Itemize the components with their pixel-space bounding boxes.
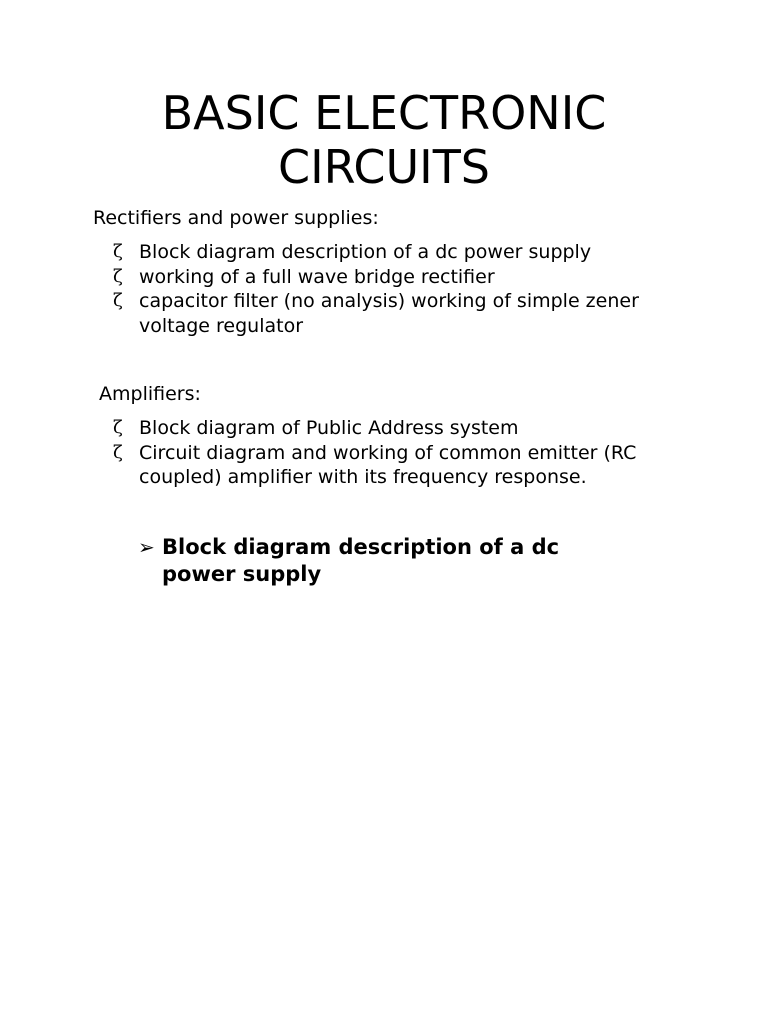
title-line-1: BASIC ELECTRONIC: [161, 86, 607, 140]
section-heading-amplifiers: Amplifiers:: [99, 383, 201, 405]
bullet-icon: ζ: [113, 417, 123, 438]
list-item: [113, 265, 679, 290]
section-heading-rectifiers: Rectifiers and power supplies:: [93, 207, 379, 229]
list-item-text: Block diagram description of a dc power supply: [139, 241, 592, 263]
amplifiers-list: [113, 416, 679, 490]
list-item-text: Circuit diagram and working of common emitter (RC coupled) amplifier with its frequency response.: [139, 441, 637, 488]
list-item-text: working of a full wave bridge rectifier: [139, 265, 495, 288]
bullet-icon: ζ: [113, 241, 123, 262]
subheading-power-supply: [140, 534, 620, 588]
list-item-text: capacitor filter (no analysis) working of simple zener voltage regulator: [139, 290, 639, 337]
title-line-2: CIRCUITS: [277, 140, 490, 194]
bullet-icon: ζ: [113, 265, 123, 287]
subheading-text: Block diagram description of a dc power supply: [162, 535, 560, 586]
bullet-icon: ζ: [113, 441, 123, 463]
rectifiers-list: [113, 240, 679, 338]
list-item-text: Block diagram of Public Address system: [139, 417, 519, 439]
arrow-bullet-icon: ➢: [138, 535, 155, 559]
list-item: [113, 289, 679, 338]
list-item: [113, 441, 679, 490]
list-item: [113, 416, 679, 441]
page-title: [0, 86, 768, 194]
list-item: [113, 240, 679, 265]
bullet-icon: ζ: [113, 290, 123, 311]
